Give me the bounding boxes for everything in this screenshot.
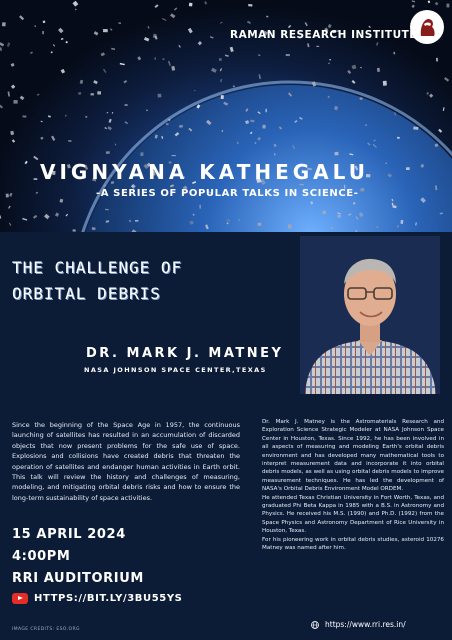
debris-piece <box>140 152 143 156</box>
talk-abstract: Since the beginning of the Space Age in 1957, the continuous launching of satellites has resulted in an accumulation of discarded objects that now present problems for the safe use of space. Explosions and collisions have created debris that threaten the operation of satellites and endanger human activities in Earth orbit. This talk will review the history and challenges of measuring, modeling, and mitigating orbital debris risks and how to ensure the long-term sustainability of space activities. <box>12 421 240 502</box>
debris-piece <box>162 58 164 60</box>
debris-piece <box>37 94 40 96</box>
debris-piece <box>221 130 223 132</box>
debris-piece <box>125 121 129 124</box>
debris-piece <box>51 51 53 53</box>
debris-piece <box>94 31 99 35</box>
debris-piece <box>34 178 38 179</box>
debris-piece <box>8 206 11 209</box>
website-url[interactable]: https://www.rri.res.in/ <box>325 620 406 629</box>
debris-piece <box>11 85 15 89</box>
debris-piece <box>9 223 12 226</box>
debris-piece <box>61 69 65 74</box>
debris-piece <box>266 16 268 18</box>
debris-piece <box>12 139 15 142</box>
debris-piece <box>360 97 363 99</box>
event-time: 4:00PM <box>12 549 71 564</box>
debris-piece <box>65 115 67 117</box>
debris-piece <box>225 55 229 57</box>
youtube-icon <box>12 593 28 604</box>
debris-piece <box>135 220 138 221</box>
debris-piece <box>168 61 171 66</box>
debris-piece <box>307 43 309 47</box>
youtube-link[interactable] <box>12 592 183 604</box>
debris-piece <box>0 105 3 109</box>
debris-piece <box>111 48 115 50</box>
debris-piece <box>258 74 261 79</box>
debris-piece <box>172 155 176 156</box>
debris-piece <box>137 56 141 60</box>
debris-piece <box>104 127 107 129</box>
debris-piece <box>2 22 6 26</box>
debris-piece <box>110 28 112 31</box>
debris-piece <box>44 214 50 220</box>
debris-piece <box>43 31 44 34</box>
globe-icon <box>311 621 319 629</box>
debris-piece <box>413 127 418 130</box>
talk-title <box>12 255 182 307</box>
talk-title-line-2: ORBITAL DEBRIS <box>12 284 161 303</box>
debris-piece <box>9 193 12 197</box>
debris-piece <box>174 7 177 10</box>
debris-piece <box>220 22 223 24</box>
institute-name: RAMAN RESEARCH INSTITUTE <box>230 29 417 41</box>
bio-paragraph-1: Dr. Mark J. Matney is the Astromaterials Research and Exploration Science Strategic Modeler at NASA Johnson Space Center in Houston, Texas. Since 1992, he has been involved in all aspects of measuring and modeling Earth's orbital debris environment and has developed many mathematical tools to interpret measurement data and incorporate it into orbital debris models, as well as using orbital debris models to improve measurement techniques. He has led the development of NASA's Orbital Debris Environment Model ORDEM. <box>262 419 444 493</box>
debris-piece <box>170 13 175 18</box>
debris-piece <box>329 59 331 61</box>
debris-piece <box>412 0 416 2</box>
image-credits: IMAGE CREDITS: ESO.ORG <box>12 627 80 632</box>
debris-piece <box>146 109 148 111</box>
debris-piece <box>162 18 167 21</box>
debris-piece <box>274 153 276 155</box>
debris-piece <box>93 80 98 84</box>
youtube-link-text[interactable]: HTTPS://BIT.LY/3BU55YS <box>34 592 183 604</box>
debris-piece <box>103 29 108 32</box>
debris-piece <box>19 15 24 20</box>
debris-piece <box>194 90 196 91</box>
bio-paragraph-3: For his pioneering work in orbital debris studies, asteroid 10276 Matney was named after him. <box>262 536 444 552</box>
speaker-name: DR. MARK J. MATNEY <box>86 346 284 361</box>
debris-piece <box>40 137 43 140</box>
debris-piece <box>429 94 433 98</box>
debris-piece <box>158 94 162 98</box>
debris-piece <box>80 80 84 84</box>
debris-piece <box>258 54 261 56</box>
debris-piece <box>428 0 431 3</box>
debris-piece <box>144 37 149 42</box>
debris-piece <box>393 52 395 55</box>
debris-piece <box>316 46 319 47</box>
debris-piece <box>107 126 112 130</box>
debris-piece <box>328 24 332 28</box>
debris-piece <box>107 112 109 114</box>
debris-piece <box>8 91 11 96</box>
debris-piece <box>59 199 63 203</box>
debris-piece <box>383 81 387 86</box>
debris-piece <box>352 65 357 70</box>
website-link[interactable] <box>311 620 406 629</box>
event-date: 15 APRIL 2024 <box>12 527 126 542</box>
debris-piece <box>178 45 181 48</box>
debris-piece <box>43 21 46 24</box>
debris-piece <box>7 42 10 47</box>
debris-piece <box>51 136 55 141</box>
debris-piece <box>78 92 81 94</box>
debris-piece <box>368 26 370 28</box>
debris-piece <box>426 92 429 95</box>
debris-piece <box>265 109 267 112</box>
debris-piece <box>97 91 101 94</box>
debris-piece <box>188 28 193 33</box>
debris-piece <box>36 192 39 194</box>
debris-piece <box>20 96 25 101</box>
debris-piece <box>155 58 156 60</box>
debris-piece <box>211 68 217 73</box>
debris-piece <box>334 152 338 156</box>
debris-piece <box>55 213 59 217</box>
debris-piece <box>323 211 327 214</box>
debris-piece <box>190 221 194 225</box>
debris-piece <box>376 226 378 227</box>
debris-piece <box>347 70 351 74</box>
debris-piece <box>115 144 116 146</box>
debris-piece <box>155 4 159 8</box>
debris-piece <box>210 36 214 38</box>
debris-piece <box>10 131 14 135</box>
debris-piece <box>0 42 4 46</box>
debris-piece <box>233 85 235 87</box>
debris-piece <box>377 68 380 72</box>
debris-piece <box>48 115 51 117</box>
debris-piece <box>66 214 69 217</box>
hero-space-image <box>0 0 452 232</box>
debris-piece <box>352 80 356 84</box>
debris-piece <box>360 188 364 192</box>
debris-piece <box>148 26 150 29</box>
debris-piece <box>406 167 410 170</box>
event-venue: RRI AUDITORIUM <box>12 571 144 586</box>
debris-piece <box>220 79 222 82</box>
debris-piece <box>103 69 107 73</box>
debris-piece <box>75 9 76 11</box>
talk-title-line-1: THE CHALLENGE OF <box>12 258 183 277</box>
debris-piece <box>61 38 64 40</box>
debris-piece <box>247 21 251 24</box>
debris-piece <box>171 66 175 71</box>
bio-paragraph-2: He attended Texas Christian University in Fort Worth, Texas, and graduated Phi Beta Kappa in 1985 with a B.S. in Astronomy and Physics. He received his M.S. (1990) and Ph.D. (1992) from the Space Physics and Astronomy Department of Rice University in Houston, Texas. <box>262 494 444 535</box>
debris-piece <box>6 194 9 198</box>
debris-piece <box>221 95 224 99</box>
speaker-photo <box>300 236 440 394</box>
debris-piece <box>220 68 222 71</box>
debris-piece <box>204 1 207 4</box>
debris-piece <box>41 121 43 123</box>
debris-piece <box>33 215 37 219</box>
debris-piece <box>120 63 125 65</box>
debris-piece <box>444 77 449 82</box>
debris-piece <box>400 220 403 224</box>
debris-piece <box>125 104 128 106</box>
debris-piece <box>305 22 308 26</box>
series-subtitle: -A SERIES OF POPULAR TALKS IN SCIENCE- <box>96 188 359 199</box>
debris-piece <box>123 80 127 83</box>
debris-piece <box>33 156 38 161</box>
debris-piece <box>22 218 27 221</box>
debris-piece <box>73 229 76 232</box>
debris-piece <box>436 58 438 62</box>
debris-piece <box>58 28 63 34</box>
debris-piece <box>189 3 193 7</box>
debris-piece <box>443 107 445 111</box>
debris-piece <box>230 47 234 52</box>
debris-piece <box>53 44 55 47</box>
debris-piece <box>25 161 28 164</box>
debris-piece <box>262 125 266 129</box>
debris-piece <box>288 25 291 28</box>
debris-piece <box>91 93 94 95</box>
debris-piece <box>376 42 379 46</box>
debris-piece <box>30 52 33 55</box>
debris-piece <box>13 100 17 104</box>
debris-piece <box>288 224 292 228</box>
debris-piece <box>34 25 36 26</box>
debris-piece <box>109 119 112 123</box>
debris-piece <box>72 1 78 7</box>
debris-piece <box>435 2 439 6</box>
debris-piece <box>328 63 330 65</box>
debris-piece <box>0 215 1 220</box>
debris-piece <box>118 22 121 24</box>
debris-piece <box>385 163 387 164</box>
debris-piece <box>112 112 114 114</box>
debris-piece <box>360 67 362 68</box>
speaker-bio <box>262 418 444 553</box>
debris-piece <box>0 47 2 51</box>
debris-piece <box>219 58 222 61</box>
series-title: VIGNYANA KATHEGALU <box>40 160 369 184</box>
debris-piece <box>397 137 400 139</box>
debris-piece <box>85 116 87 118</box>
debris-piece <box>438 129 442 133</box>
debris-piece <box>258 223 262 226</box>
debris-piece <box>11 63 15 67</box>
debris-piece <box>106 151 110 154</box>
debris-piece <box>23 115 27 117</box>
debris-piece <box>155 36 158 40</box>
debris-piece <box>411 5 414 9</box>
debris-piece <box>248 4 252 7</box>
debris-piece <box>101 52 105 56</box>
earth-globe <box>75 85 452 232</box>
debris-piece <box>66 41 68 43</box>
debris-piece <box>198 41 202 45</box>
debris-piece <box>68 140 71 141</box>
speaker-affiliation: NASA JOHNSON SPACE CENTER,TEXAS <box>84 366 267 374</box>
debris-piece <box>286 54 290 56</box>
debris-piece <box>200 205 201 209</box>
debris-piece <box>447 4 450 8</box>
